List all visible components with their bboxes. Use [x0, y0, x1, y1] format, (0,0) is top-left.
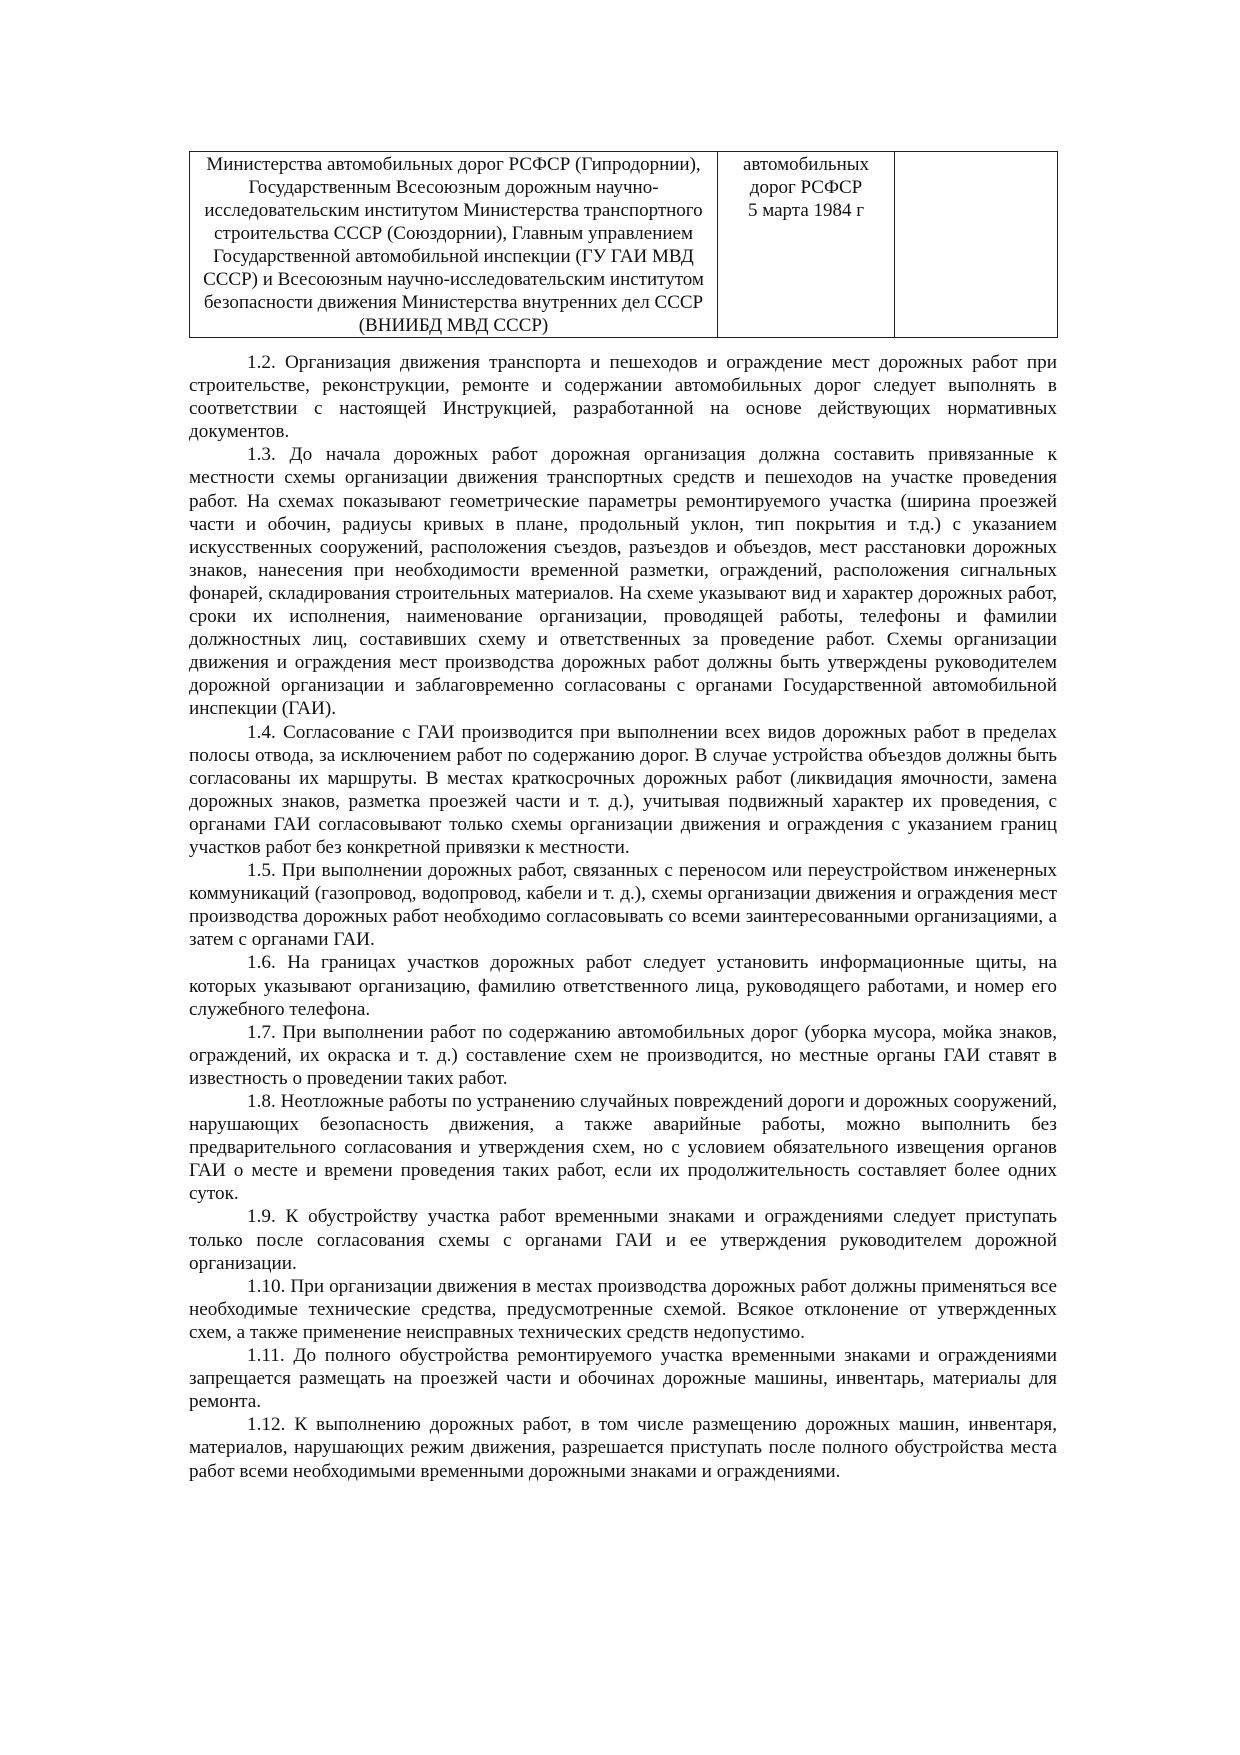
- paragraph-1-8: 1.8. Неотложные работы по устранению случайных повреждений дороги и дорожных сооружений, нарушающих безопасность движения, а также аварийные работы, можно выполнить без предварительного согласования и утверждения схем, но с условием обязательного извещения органов ГАИ о месте и времени проведения таких работ, если их продолжительность составляет более одних суток.: [189, 1091, 1057, 1205]
- paragraph-1-10: 1.10. При организации движения в местах производства дорожных работ должны применяться все необходимые технические средства, предусмотренные схемой. Всякое отклонение от утвержденных схем, а также применение неисправных технических средств недопустимо.: [189, 1275, 1057, 1343]
- paragraph-1-7: 1.7. При выполнении работ по содержанию автомобильных дорог (уборка мусора, мойка знаков, ограждений, их окраска и т. д.) составление схем не производится, но местные органы ГАИ ставят в известность о проведении таких работ.: [189, 1021, 1057, 1089]
- paragraph-1-12: 1.12. К выполнению дорожных работ, в том числе размещению дорожных машин, инвентаря, материалов, нарушающих режим движения, разрешается приступать после полного обустройства места работ всеми необходимыми временными дорожными знаками и ограждениями.: [189, 1414, 1057, 1482]
- paragraph-1-3: 1.3. До начала дорожных работ дорожная организация должна составить привязанные к местности схемы организации движения транспортных средств и пешеходов на участке проведения работ. На схемах показывают геометрические параметры ремонтируемого участка (ширина проезжей части и обочин, радиусы кривых в плане, продольный уклон, тип покрытия и т.д.) с указанием искусственных сооружений, расположения съездов, разъездов и объездов, мест расстановки дорожных знаков, нанесения при необходимости временной разметки, ограждений, расположения сигнальных фонарей, складирования строительных материалов. На схеме указывают вид и характер дорожных работ, сроки их исполнения, наименование организации, проводящей работы, телефоны и фамилии должностных лиц, составивших схему и ответственных за проведение работ. Схемы организации движения и ограждения мест производства дорожных работ должны быть утверждены руководителем дорожной организации и заблаговременно согласованы с органами Государственной автомобильной инспекции (ГАИ).: [189, 444, 1057, 720]
- document-body: [189, 351, 1057, 1483]
- paragraph-1-5: 1.5. При выполнении дорожных работ, связанных с переносом или переустройством инженерных коммуникаций (газопровод, водопровод, кабели и т. д.), схемы организации движения и ограждения мест производства дорожных работ необходимо согласовывать со всеми заинтересованными организациями, а затем с органами ГАИ.: [189, 860, 1057, 951]
- table-cell-empty: [895, 152, 1058, 338]
- header-table: [189, 151, 1058, 338]
- document-page: [189, 151, 1057, 1483]
- table-row: [190, 152, 1058, 338]
- table-cell-approval: [718, 152, 895, 338]
- approval-date: 5 марта 1984 г: [747, 200, 865, 221]
- table-cell-issuers: Министерства автомобильных дорог РСФСР (Гипродорнии), Государственным Всесоюзным дорожным научно-исследовательским институтом Министерства транспортного строительства СССР (Союздорнии), Главным управлением Государственной автомобильной инспекции (ГУ ГАИ МВД СССР) и Всесоюзным научно-исследовательским институтом безопасности движения Министерства внутренних дел СССР (ВНИИБД МВД СССР): [190, 152, 718, 338]
- approval-line: автомобильных: [742, 154, 870, 175]
- paragraph-1-9: 1.9. К обустройству участка работ временными знаками и ограждениями следует приступать только после согласования схемы с органами ГАИ и ее утверждения руководителем дорожной организации.: [189, 1206, 1057, 1274]
- approval-line: дорог РСФСР: [749, 177, 863, 198]
- paragraph-1-6: 1.6. На границах участков дорожных работ следует установить информационные щиты, на которых указывают организацию, фамилию ответственного лица, руководящего работами, и номер его служебного телефона.: [189, 952, 1057, 1020]
- paragraph-1-2: 1.2. Организация движения транспорта и пешеходов и ограждение мест дорожных работ при строительстве, реконструкции, ремонте и содержании автомобильных дорог следует выполнять в соответствии с настоящей Инструкцией, разработанной на основе действующих нормативных документов.: [189, 352, 1057, 443]
- paragraph-1-11: 1.11. До полного обустройства ремонтируемого участка временными знаками и ограждениями запрещается размещать на проезжей части и обочинах дорожные машины, инвентарь, материалы для ремонта.: [189, 1345, 1057, 1413]
- paragraph-1-4: 1.4. Согласование с ГАИ производится при выполнении всех видов дорожных работ в пределах полосы отвода, за исключением работ по содержанию дорог. В случае устройства объездов должны быть согласованы их маршруты. В местах краткосрочных дорожных работ (ликвидация ямочности, замена дорожных знаков, разметка проезжей части и т. д.), учитывая подвижный характер их проведения, с органами ГАИ согласовывают только схемы организации движения и ограждения с указанием границ участков работ без конкретной привязки к местности.: [189, 721, 1057, 858]
